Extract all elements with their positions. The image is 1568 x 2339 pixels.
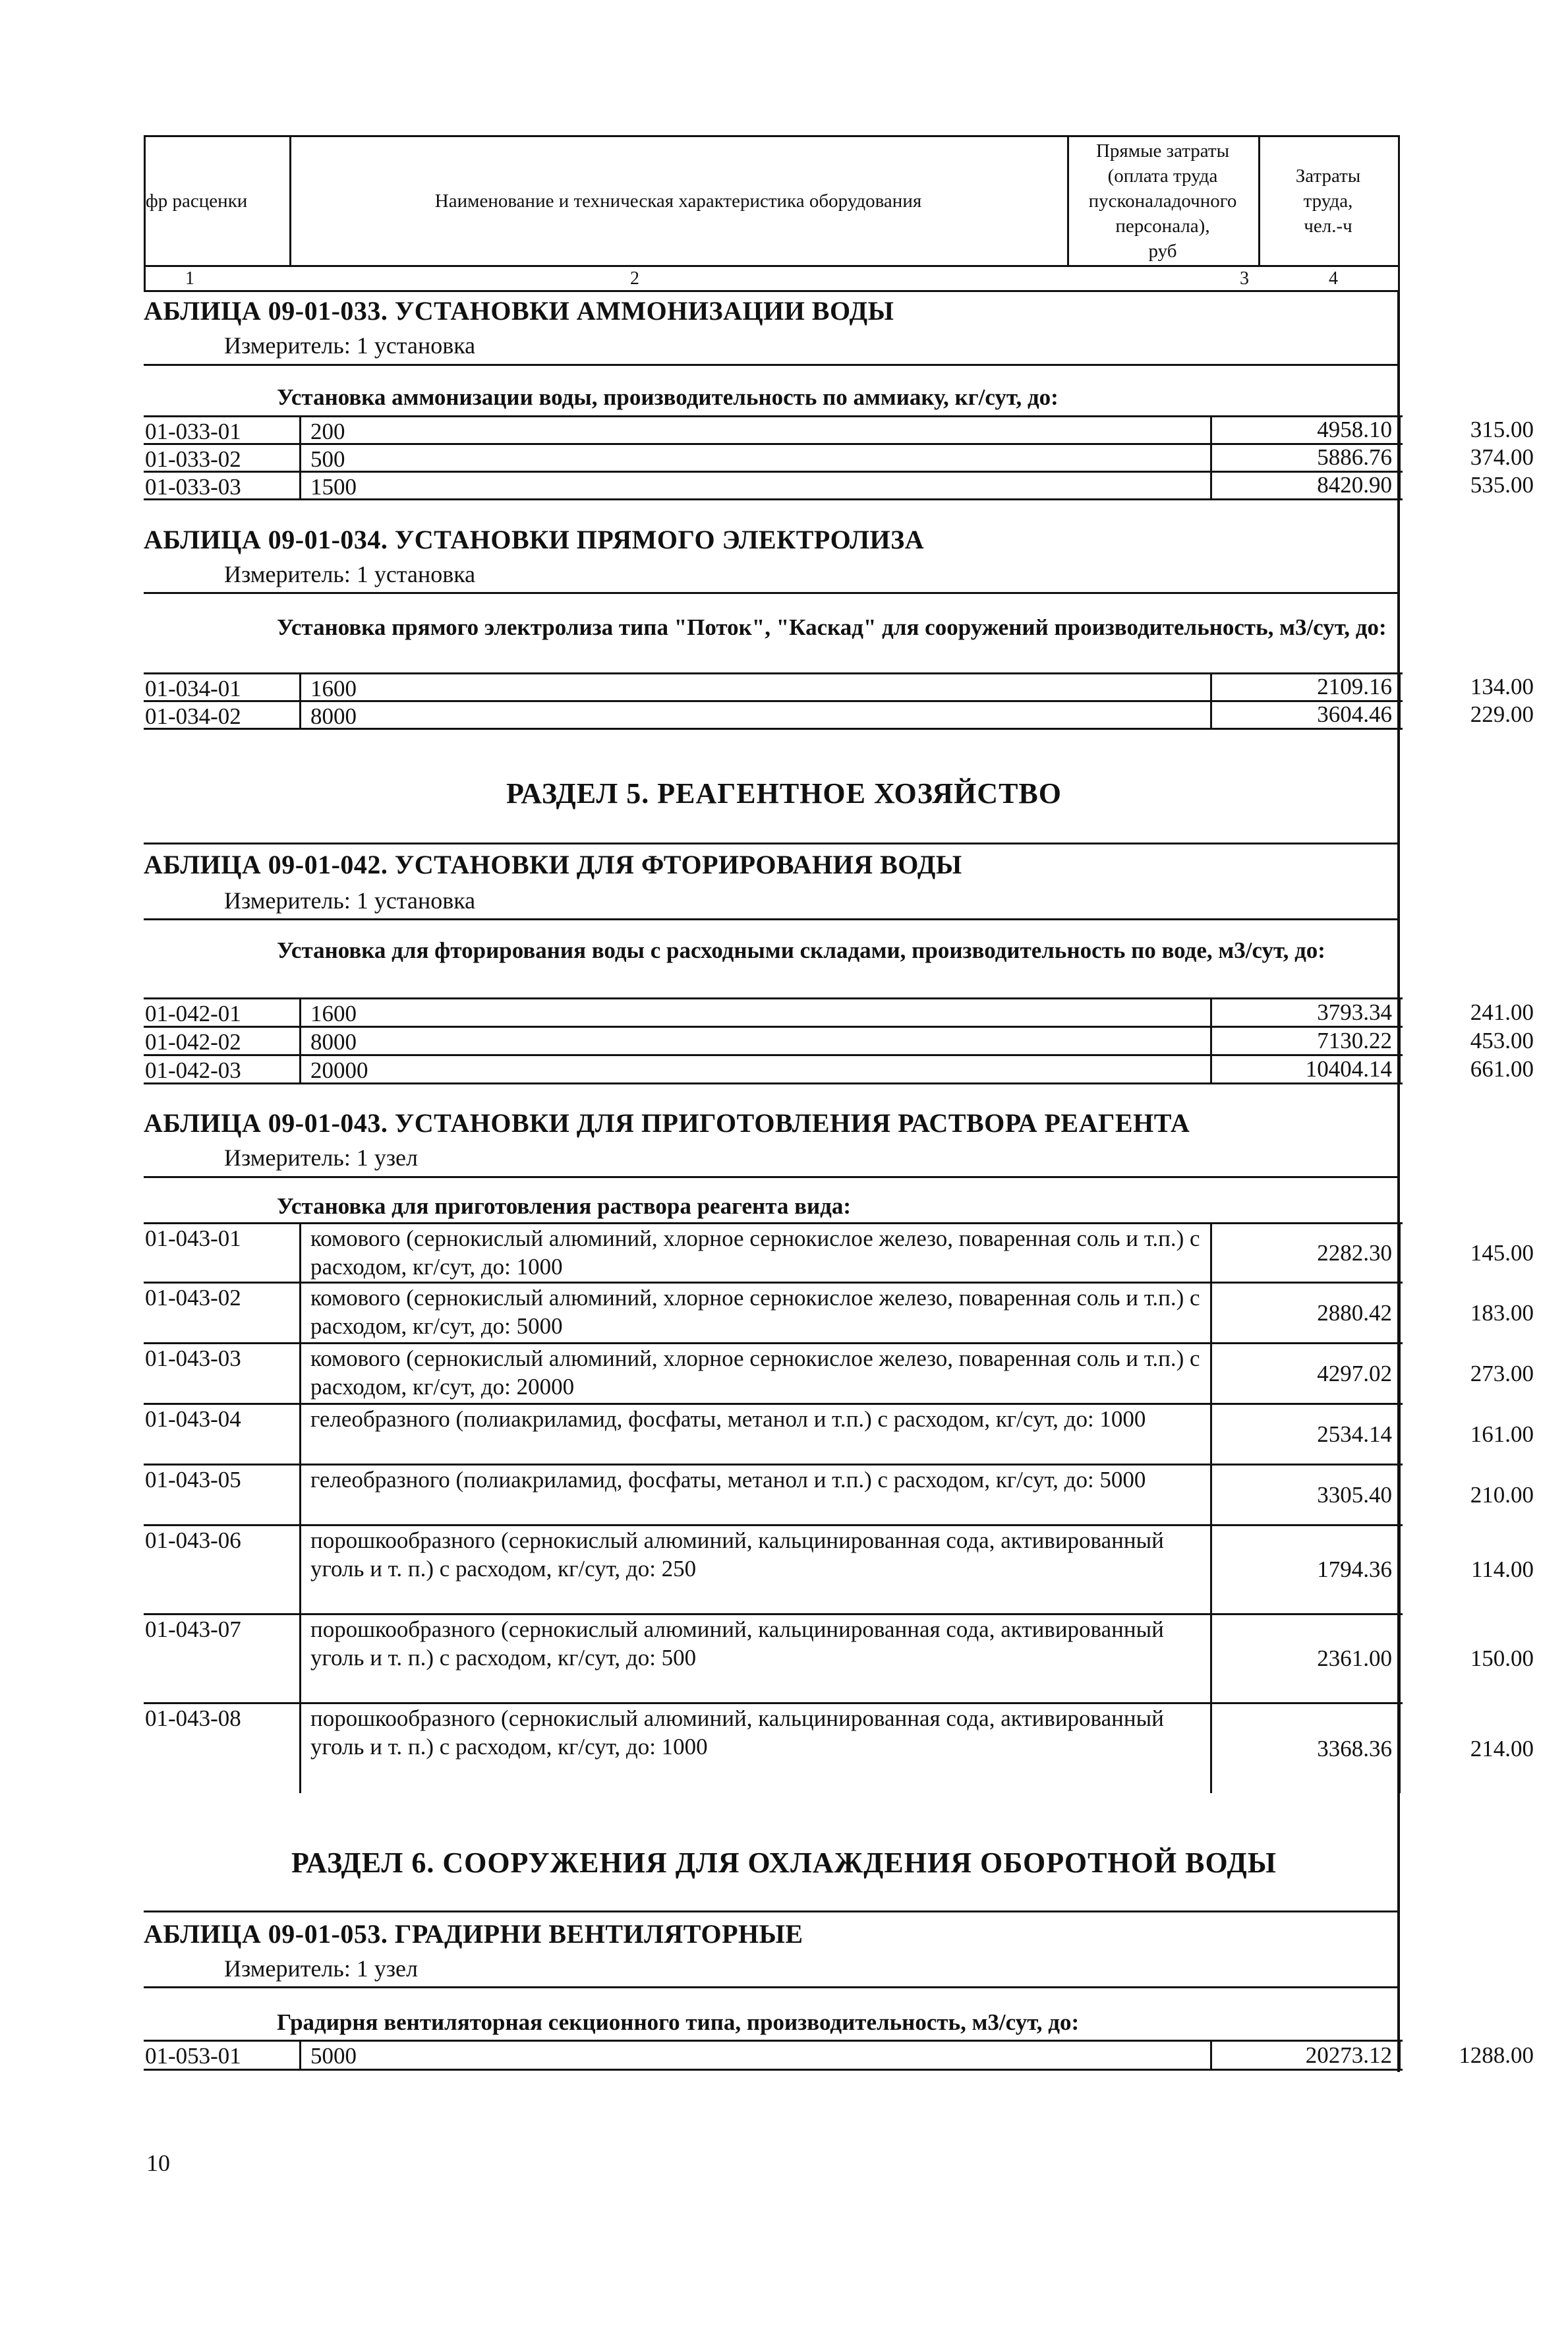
header-price-line: пусконаладочного	[1088, 191, 1237, 212]
row-code: 01-043-03	[145, 1346, 241, 1371]
row-labor: 661.00	[1470, 1056, 1534, 1082]
row-name: 1600	[299, 999, 1212, 1026]
row-price: 7130.22	[1212, 1028, 1401, 1054]
table-row	[144, 674, 1534, 702]
table-row	[144, 444, 1534, 473]
header-price-line: (оплата труда	[1107, 165, 1218, 187]
section-heading: РАЗДЕЛ 6. СООРУЖЕНИЯ ДЛЯ ОХЛАЖДЕНИЯ ОБОРОТНОЙ ВОДЫ	[291, 1847, 1277, 1879]
row-name: 20000	[299, 1056, 1212, 1082]
column-number: 4	[1329, 268, 1338, 289]
header-labor-line: труда,	[1303, 191, 1353, 212]
divider	[144, 364, 1400, 366]
divider	[144, 1910, 1400, 1912]
column-number: 1	[185, 268, 194, 289]
table-row	[144, 1028, 1534, 1056]
row-labor: 114.00	[1471, 1556, 1534, 1582]
table-row	[144, 1405, 1534, 1466]
section-heading: РАЗДЕЛ 5. РЕАГЕНТНОЕ ХОЗЯЙСТВО	[506, 777, 1062, 810]
table-row	[144, 1344, 1534, 1405]
row-price: 2282.30	[1212, 1224, 1401, 1282]
row-code: 01-043-05	[145, 1467, 241, 1493]
divider	[144, 592, 1400, 594]
row-labor: 315.00	[1470, 417, 1534, 442]
column-number-row	[144, 267, 1400, 292]
row-code: 01-033-02	[145, 446, 241, 472]
row-name: 200	[299, 417, 1212, 443]
column-number: 2	[630, 268, 639, 289]
header-price-line: руб	[1148, 241, 1177, 262]
row-price: 3305.40	[1212, 1466, 1401, 1524]
row-labor: 374.00	[1470, 444, 1534, 470]
row-price: 20273.12	[1212, 2042, 1401, 2069]
group-heading: Градирня вентиляторная секционного типа, производительность, м3/сут, до:	[277, 2009, 1080, 2035]
table-title: АБЛИЦА 09-01-034. УСТАНОВКИ ПРЯМОГО ЭЛЕКТРОЛИЗА	[144, 525, 925, 554]
row-name: порошкообразного (сернокислый алюминий, кальцинированная сода, активированный уголь и т. п.) с расходом, кг/сут, до: 500	[299, 1615, 1212, 1702]
row-price: 2361.00	[1212, 1615, 1401, 1702]
measure-unit: Измеритель: 1 установка	[224, 561, 476, 587]
frame-border	[1397, 292, 1400, 2072]
measure-unit: Измеритель: 1 установка	[224, 332, 476, 359]
table-title: АБЛИЦА 09-01-033. УСТАНОВКИ АММОНИЗАЦИИ ВОДЫ	[144, 296, 894, 326]
table-title: АБЛИЦА 09-01-043. УСТАНОВКИ ДЛЯ ПРИГОТОВЛЕНИЯ РАСТВОРА РЕАГЕНТА	[144, 1108, 1190, 1138]
group-heading: Установка прямого электролиза типа "Поток", "Каскад" для сооружений производительность, м3/сут, до:	[277, 614, 1387, 640]
row-code: 01-043-02	[145, 1285, 241, 1311]
row-price: 5886.76	[1212, 445, 1401, 471]
table-row	[144, 1224, 1534, 1284]
divider	[144, 918, 1400, 920]
table-row	[144, 1056, 1534, 1084]
row-code: 01-034-01	[145, 676, 241, 701]
header-col-labor	[1258, 137, 1398, 265]
measure-unit: Измеритель: 1 узел	[224, 1955, 418, 1982]
row-name: комового (сернокислый алюминий, хлорное сернокислое железо, поваренная соль и т.п.) с расходом, кг/сут, до: 5000	[299, 1284, 1212, 1342]
group-heading: Установка аммонизации воды, производительность по аммиаку, кг/сут, до:	[277, 384, 1059, 410]
row-price: 4297.02	[1212, 1344, 1401, 1403]
row-labor: 214.00	[1470, 1735, 1534, 1762]
row-code: 01-042-01	[145, 1001, 241, 1026]
table-row	[144, 701, 1534, 730]
table-title: АБЛИЦА 09-01-053. ГРАДИРНИ ВЕНТИЛЯТОРНЫЕ	[144, 1919, 803, 1949]
row-price: 3368.36	[1212, 1704, 1401, 1793]
header-col-price	[1067, 137, 1260, 265]
measure-unit: Измеритель: 1 узел	[224, 1144, 418, 1171]
row-name: 5000	[299, 2042, 1212, 2069]
row-code: 01-043-06	[145, 1527, 241, 1553]
row-price: 2880.42	[1212, 1284, 1401, 1342]
row-labor: 134.00	[1470, 674, 1534, 699]
row-labor: 453.00	[1470, 1028, 1534, 1053]
row-name: 1500	[299, 473, 1212, 498]
row-labor: 161.00	[1470, 1421, 1534, 1447]
table-row	[144, 1466, 1534, 1526]
row-name: комового (сернокислый алюминий, хлорное сернокислое железо, поваренная соль и т.п.) с расходом, кг/сут, до: 1000	[299, 1224, 1212, 1282]
row-name: гелеобразного (полиакриламид, фосфаты, метанол и т.п.) с расходом, кг/сут, до: 1000	[299, 1405, 1212, 1464]
row-name: гелеобразного (полиакриламид, фосфаты, метанол и т.п.) с расходом, кг/сут, до: 5000	[299, 1466, 1212, 1524]
row-name: порошкообразного (сернокислый алюминий, кальцинированная сода, активированный уголь и т. п.) с расходом, кг/сут, до: 250	[299, 1526, 1212, 1613]
header-price-line: Прямые затраты	[1095, 140, 1230, 162]
row-code: 01-053-01	[145, 2043, 241, 2069]
header-price-line: персонала),	[1115, 216, 1210, 237]
divider	[144, 1986, 1400, 1988]
row-price: 2534.14	[1212, 1405, 1401, 1464]
row-price: 4958.10	[1212, 417, 1401, 443]
row-price: 2109.16	[1212, 674, 1401, 700]
measure-unit: Измеритель: 1 установка	[224, 887, 476, 914]
row-code: 01-043-07	[145, 1616, 241, 1642]
row-code: 01-042-03	[145, 1057, 241, 1083]
column-number: 3	[1240, 268, 1249, 289]
divider	[144, 843, 1400, 844]
row-code: 01-043-08	[145, 1705, 241, 1731]
row-code: 01-042-02	[145, 1029, 241, 1055]
group-heading: Установка для фторирования воды с расходными складами, производительность по воде, м3/сут, до:	[277, 937, 1325, 963]
table-row	[144, 472, 1534, 500]
row-name: 8000	[299, 702, 1212, 728]
divider	[144, 1176, 1400, 1178]
table-title: АБЛИЦА 09-01-042. УСТАНОВКИ ДЛЯ ФТОРИРОВАНИЯ ВОДЫ	[144, 850, 962, 879]
row-price: 10404.14	[1212, 1056, 1401, 1082]
row-labor: 183.00	[1470, 1299, 1534, 1326]
table-row	[144, 417, 1534, 445]
table-row	[144, 1526, 1534, 1615]
table-row	[144, 999, 1534, 1028]
row-price: 3604.46	[1212, 702, 1401, 728]
row-name: 1600	[299, 674, 1212, 700]
row-labor: 1288.00	[1459, 2042, 1534, 2068]
header-labor-line: чел.-ч	[1304, 216, 1352, 237]
row-price: 1794.36	[1212, 1526, 1401, 1613]
row-labor: 150.00	[1470, 1645, 1534, 1671]
table-row	[144, 2042, 1534, 2071]
row-labor: 229.00	[1470, 701, 1534, 727]
row-code: 01-033-03	[145, 474, 241, 500]
row-name: 500	[299, 445, 1212, 471]
group-heading: Установка для приготовления раствора реагента вида:	[277, 1193, 852, 1219]
row-code: 01-033-01	[145, 419, 241, 444]
row-labor: 535.00	[1470, 472, 1534, 498]
row-name: комового (сернокислый алюминий, хлорное сернокислое железо, поваренная соль и т.п.) с расходом, кг/сут, до: 20000	[299, 1344, 1212, 1403]
row-price: 3793.34	[1212, 999, 1401, 1026]
table-header	[144, 135, 1400, 267]
row-labor: 210.00	[1470, 1481, 1534, 1508]
header-labor-line: Затраты	[1295, 165, 1361, 187]
row-labor: 145.00	[1470, 1239, 1534, 1266]
row-labor: 273.00	[1470, 1360, 1534, 1386]
row-code: 01-034-02	[145, 703, 241, 729]
table-row	[144, 1615, 1534, 1704]
row-code: 01-043-04	[145, 1406, 241, 1432]
row-price: 8420.90	[1212, 473, 1401, 498]
table-row	[144, 1704, 1534, 1793]
row-name: 8000	[299, 1028, 1212, 1054]
row-name: порошкообразного (сернокислый алюминий, кальцинированная сода, активированный уголь и т. п.) с расходом, кг/сут, до: 1000	[299, 1704, 1212, 1793]
header-col-name: Наименование и техническая характеристика оборудования	[289, 137, 1069, 265]
row-code: 01-043-01	[145, 1226, 241, 1251]
page-number: 10	[146, 2150, 170, 2176]
header-col-code: фр расценки	[146, 137, 291, 265]
table-row	[144, 1284, 1534, 1344]
row-labor: 241.00	[1470, 999, 1534, 1025]
